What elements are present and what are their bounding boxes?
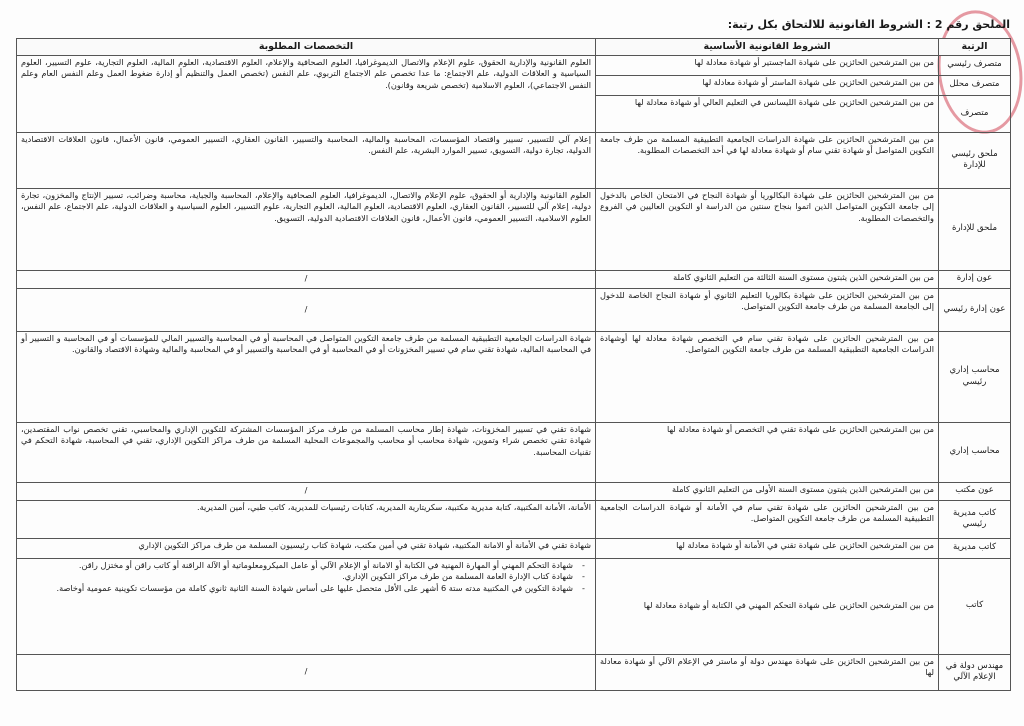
condition-cell: من بين المترشحين الحائزين على شهادة البكالوريا أو شهادة النجاح في الامتحان الخاص بالدخول إلى جامعة التكوين المتواصل الذين اتموا بنجاح سنتين من الدراسة او التكوين العاليين في الفروع والتخصصات المطلوبة. — [596, 188, 939, 270]
rank-cell: محاسب إداري رئيسي — [939, 331, 1011, 422]
table-row — [17, 132, 1011, 188]
rank-cell: متصرف — [939, 95, 1011, 132]
table-row — [17, 538, 1011, 558]
rank-cell: كاتب — [939, 558, 1011, 654]
specialties-cell: / — [17, 482, 596, 500]
rank-cell: متصرف محلل — [939, 75, 1011, 95]
table-header-row — [17, 39, 1011, 56]
condition-cell: من بين المترشحين الذين يثبتون مستوى السنة الثالثة من التعليم الثانوي كاملة — [596, 270, 939, 288]
specialties-cell: / — [17, 270, 596, 288]
condition-cell: من بين المترشحين الذين يثبتون مستوى السنة الأولى من التعليم الثانوي كاملة — [596, 482, 939, 500]
table-row — [17, 558, 1011, 654]
condition-cell: من بين المترشحين الحائزين على شهادة الماجستير أو شهادة معادلة لها — [596, 55, 939, 75]
table-row — [17, 270, 1011, 288]
condition-cell: من بين المترشحين الحائزين على شهادة تقني في التخصص أو شهادة معادلة لها — [596, 422, 939, 482]
table-row — [17, 188, 1011, 270]
condition-cell: من بين المترشحين الحائزين على شهادة تقني سام في الأمانة أو شهادة الدراسات الجامعية التطبيقية المسلمة من طرف جامعة التكوين المتواصل. — [596, 500, 939, 538]
list-item: - شهادة كتاب الإدارة العامة المسلمة من طرف مراكز التكوين الإداري. — [21, 571, 591, 583]
rank-cell: عون مكتب — [939, 482, 1011, 500]
specialties-cell: شهادة تقني في تسيير المخزونات، شهادة إطار محاسب المسلمة من طرف مركز المؤسسات المشتركة للتكوين الإداري والمحاسبي، تقني تخصص نواب المقتصدين، شهادة تقني تخصص شراء وتموين، شهادة محاسب أو محاسب والمجموعات المحلية المسلمة من طرف مراكز التكوين الإداري، تقني في المحاسبة، شهادة التحكم في تقنيات المحاسبة. — [17, 422, 596, 482]
specialties-cell: العلوم القانونية والإدارية أو الحقوق، علوم الإعلام والاتصال، الديموغرافيا، العلوم الصحافية والإعلام، المحاسبة والجباية، محاسبة وضرائب، تسيير الإنتاج والمخزون، تجارة دولية، إعلام آلي للتسيير، القانون العقاري، العلوم الاقتصادية، العلوم المالية، العلوم التجارية، علوم التسيير، العلوم السياسية و العلاقات الدولية، علم الاجتماع، علم النفس، العلوم الاسلامية، التسيير العمومي، قانون الأعمال، قانون العلاقات الاقتصادية الدولية، التسويق. — [17, 188, 596, 270]
table-row — [17, 331, 1011, 422]
header-conditions: الشروط القانونية الأساسية — [596, 39, 939, 56]
annex-title: الملحق رقم 2 : الشروط القانونية للالتحاق بكل رتبة: — [727, 18, 1010, 31]
table-row — [17, 55, 1011, 75]
condition-cell: من بين المترشحين الحائزين على شهادة الماستر أو شهادة معادلة لها — [596, 75, 939, 95]
rank-cell: مهندس دولة في الإعلام الآلي — [939, 654, 1011, 690]
specialties-cell: العلوم القانونية والإدارية الحقوق، علوم الإعلام والاتصال الديموغرافيا، العلوم الصحافية والإعلام، العلوم الاقتصادية، العلوم المالية، العلوم التجارية، علوم التسيير، العلوم السياسية و العلاقات الدولية، علم الاجتماع: ما عدا تخصص علم الاجتماع التربوي، علم النفس (تخصص العمل والتنظيم أو إدارة ضغوط العمل وعلم النفس العام وعلم النفس الاجتماعي)، العلوم الاسلامية (تخصص شريعة وقانون). — [17, 55, 596, 132]
rank-cell: ملحق رئيسي للإدارة — [939, 132, 1011, 188]
table-row — [17, 482, 1011, 500]
condition-cell: من بين المترشحين الحائزين على شهادة بكالوريا التعليم الثانوي أو شهادة النجاح الخاصة للدخول إلى الجامعة المسلمة من طرف جامعة التكوين المتواصل. — [596, 288, 939, 331]
condition-cell: من بين المترشحين الحائزين على شهادة تقني سام في التخصص شهادة معادلة لها أوشهادة الدراسات الجامعية التطبيقية المسلمة من طرف جامعة التكوين المتواصل. — [596, 331, 939, 422]
list-item: - شهادة التكوين في المكتبية مدته ستة 6 أشهر على الأقل متحصل عليها على أساس شهادة السنة الثانية ثانوي كاملة من مؤسسات تكوينية عمومية أوخاصة. — [21, 583, 591, 595]
header-specialties: التخصصات المطلوبة — [17, 39, 596, 56]
rank-cell: كاتب مديرية رئيسي — [939, 500, 1011, 538]
condition-cell: من بين المترشحين الحائزين على شهادة الدراسات الجامعية التطبيقية المسلمة من طرف جامعة التكوين المتواصل أو شهادة تقني سام أو شهادة معادلة لها في أحد التخصصات المطلوبة. — [596, 132, 939, 188]
rank-cell: ملحق للإدارة — [939, 188, 1011, 270]
conditions-table — [16, 38, 1011, 691]
specialties-cell: الأمانة، الأمانة المكتبية، كتابة مديرية مكتبية، سكريتارية المديرية، كتابات رئيسيات للمديرية، كاتب طبي، أمين المديرية. — [17, 500, 596, 538]
condition-cell: من بين المترشحين الحائزين على شهادة تقني في الأمانة أو شهادة معادلة لها — [596, 538, 939, 558]
specialties-cell: / — [17, 654, 596, 690]
specialties-cell: شهادة الدراسات الجامعية التطبيقية المسلمة من طرف جامعة التكوين المتواصل في المحاسبة أو في المحاسبة والتسيير المالي للمؤسسات أو في المحاسبة و التسيير أو في المحاسبة المالية، شهادة تقني سام في تسيير المخزونات أو في المحاسبة أو في المحاسبة والتسيير أو في المحاسبة والمالية وشهادة الاقتصاد والقانون. — [17, 331, 596, 422]
condition-cell: من بين المترشحين الحائزين على شهادة مهندس دولة أو ماستر في الإعلام الآلي أو شهادة معادلة لها — [596, 654, 939, 690]
header-rank: الرتبة — [939, 39, 1011, 56]
specialties-cell: إعلام آلي للتسيير، تسيير واقتصاد المؤسسات، المحاسبة والمالية، المحاسبة والتسيير، القانون العقاري، التسيير العمومي، قانون الأعمال، قانون العلاقات الاقتصادية الدولية، تجارة دولية، التسويق، تسيير الموارد البشرية، علم النفس. — [17, 132, 596, 188]
rank-cell: كاتب مديرية — [939, 538, 1011, 558]
rank-cell: متصرف رئيسي — [939, 55, 1011, 75]
list-item: - شهادة التحكم المهني أو المهارة المهنية في الكتابة أو الامانة أو الإعلام الآلي أو عامل الميكرومعلوماتية أو الآلة الراقنة أو كاتب راقن أو مختزل راقن. — [21, 560, 591, 572]
condition-cell: من بين المترشحين الحائزين على شهادة التحكم المهني في الكتابة أو شهادة معادلة لها — [596, 558, 939, 654]
specialties-cell: شهادة تقني في الأمانة أو الامانة المكتبية، شهادة تقني في أمين مكتب، شهادة كتاب رئيسيون المسلمة من طرف مراكز التكوين الإداري — [17, 538, 596, 558]
table-row — [17, 654, 1011, 690]
rank-cell: محاسب إداري — [939, 422, 1011, 482]
table-row — [17, 422, 1011, 482]
rank-cell: عون إدارة — [939, 270, 1011, 288]
table-row — [17, 288, 1011, 331]
table-row — [17, 500, 1011, 538]
specialties-cell: / — [17, 288, 596, 331]
rank-cell: عون إدارة رئيسي — [939, 288, 1011, 331]
specialties-cell — [17, 558, 596, 654]
condition-cell: من بين المترشحين الحائزين على شهادة الليسانس في التعليم العالي أو شهادة معادلة لها — [596, 95, 939, 132]
